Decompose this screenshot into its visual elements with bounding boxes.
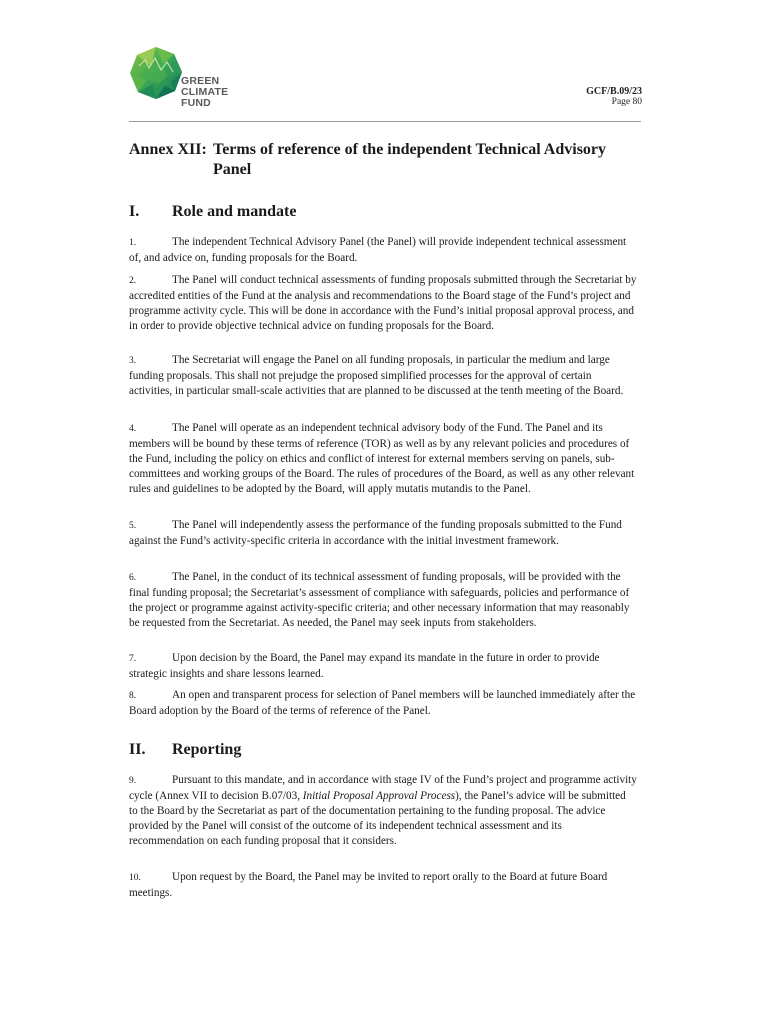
section-heading-role-and-mandate [129,202,296,222]
paragraph-8 [129,688,637,719]
paragraph-1 [129,235,637,266]
annex-title-line-1: Terms of reference of the independent Technical Advisory [213,141,607,158]
paragraph-text-after: ), the Panel’s advice will be submitted to the Board by the Secretariat as part of the documentation pertaining to the funding proposal. The advice provided by the Panel will consist of the outcome of its independent technical assessment and its recommendation on each funding proposal that it considers. [129,789,626,847]
paragraph-2 [129,273,637,334]
paragraph-number: 3. [129,356,137,366]
paragraph-9 [129,773,637,849]
annex-title [129,140,649,180]
paragraph-number: 9. [129,776,137,786]
section-number: I. [129,203,140,220]
paragraph-text: The Panel will independently assess the performance of the funding proposals submitted to the Fund against the Fund’s activity-specific criteria in accordance with the initial investment framework. [129,519,622,547]
section-number: II. [129,741,146,758]
logo-line-fund: FUND [181,97,211,109]
green-climate-fund-logo [129,46,239,116]
section-heading-reporting [129,740,241,760]
paragraph-number: 1. [129,238,137,248]
section-title: Role and mandate [172,203,297,220]
paragraph-text: The independent Technical Advisory Panel (the Panel) will provide independent technical assessment of, and advice on, funding proposals for the Board. [129,236,627,264]
paragraph-number: 8. [129,691,137,701]
paragraph-text: An open and transparent process for selection of Panel members will be launched immediately after the Board adoption by the Board of the terms of reference of the Panel. [129,689,636,717]
logo-line-climate: CLIMATE [181,86,229,98]
paragraph-text: The Panel, in the conduct of its technical assessment of funding proposals, will be provided with the final funding proposal; the Secretariat’s assessment of compliance with safeguards, policies and performance of the project or programme against activity-specific criteria; and other necessary information that may reasonably be requested from the Secretariat. As needed, the Panel may seek inputs from stakeholders. [129,571,630,629]
paragraph-text-before: Pursuant to this mandate, and in accordance with stage IV of the Fund’s project and programme activity cycle (Annex VII to decision B.07/03, [129,774,637,802]
paragraph-5 [129,518,637,549]
globe-logo-icon [129,46,183,100]
paragraph-number: 7. [129,654,137,664]
paragraph-number: 5. [129,521,137,531]
logo-wordmark [181,76,228,109]
annex-label: Annex XII: [129,141,207,158]
paragraph-text: Upon decision by the Board, the Panel may expand its mandate in the future in order to provide strategic insights and share lessons learned. [129,652,600,680]
paragraph-text: The Secretariat will engage the Panel on all funding proposals, in particular the medium and large funding proposals. This shall not prejudge the proposed simplified processes for the approval of certain activities, in particular small-scale activities that are planned to be discussed at the tenth meeting of the Board. [129,354,624,397]
paragraph-text: The Panel will operate as an independent technical advisory body of the Fund. The Panel and its members will be bound by these terms of reference (TOR) as well as by any relevant policies and procedures of the Fund, including the policy on ethics and conflict of interest for external members serving on panels, sub-committees and working groups of the Board. The rules of procedures of the Board, as well as any other relevant rules and guidelines to be adopted by the Board, will apply mutatis mutandis to the Panel. [129,422,635,495]
document-number: GCF/B.09/23 [586,86,642,97]
paragraph-number: 2. [129,276,137,286]
page-number: Page 80 [611,97,642,107]
document-reference [586,86,642,108]
paragraph-number: 10. [129,873,141,883]
paragraph-10 [129,870,637,901]
paragraph-7 [129,651,637,682]
paragraph-text: The Panel will conduct technical assessments of funding proposals submitted through the Secretariat by accredited entities of the Fund at the analysis and recommendations to the Board stage of the Fund’s project and programme activity cycle. This will be done in accordance with the Fund’s initial proposal approval process, and in order to provide objective technical advice on funding proposals for the Board. [129,274,637,332]
paragraph-6 [129,570,637,631]
paragraph-text: Upon request by the Board, the Panel may be invited to report orally to the Board at future Board meetings. [129,871,608,899]
paragraph-4 [129,421,637,497]
paragraph-number: 4. [129,424,137,434]
logo-line-green: GREEN [181,75,220,87]
paragraph-italic-reference: Initial Proposal Approval Process [302,789,456,802]
paragraph-3 [129,353,637,399]
paragraph-number: 6. [129,573,137,583]
annex-title-line-2: Panel [213,161,252,178]
section-title: Reporting [172,741,242,758]
header-divider [129,121,641,122]
